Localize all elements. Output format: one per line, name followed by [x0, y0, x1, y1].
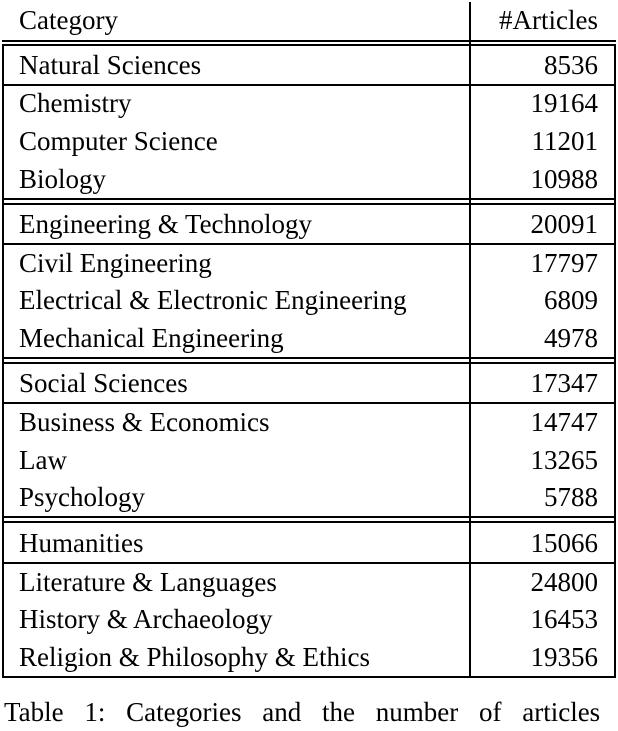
row-category: Natural Sciences [19, 50, 202, 80]
group-summary-row [0, 364, 618, 402]
rule-line [2, 562, 616, 564]
row-count: 11201 [531, 126, 598, 156]
row-category: Electrical & Electronic Engineering [19, 285, 407, 315]
row-count: 17797 [530, 248, 598, 278]
row-category: Social Sciences [19, 368, 188, 398]
table-row [0, 563, 618, 601]
table-caption: Table 1: Categories and the number of articles [4, 697, 601, 727]
row-category: Engineering & Technology [19, 209, 313, 239]
table-row [0, 281, 618, 319]
row-count: 19164 [530, 88, 598, 118]
rule-line [2, 521, 616, 523]
row-category: Computer Science [19, 126, 218, 156]
row-category: Humanities [19, 528, 144, 558]
row-count: 8536 [544, 50, 598, 80]
rule-line [2, 198, 616, 200]
rule-line [2, 84, 616, 86]
row-category: Psychology [19, 482, 146, 512]
row-count: 16453 [530, 604, 598, 634]
row-category: Civil Engineering [19, 248, 212, 278]
rule-line [614, 44, 616, 677]
group-summary-row [0, 205, 618, 243]
table-row [0, 319, 618, 357]
row-count: 4978 [544, 323, 598, 353]
rule-line [2, 357, 616, 359]
row-count: 20091 [530, 209, 598, 239]
rule-line [2, 676, 616, 678]
header-count: #Articles [499, 5, 598, 35]
rule-line [2, 243, 616, 245]
row-category: History & Archaeology [19, 604, 273, 634]
row-category: Literature & Languages [19, 567, 277, 597]
header-category: Category [19, 5, 118, 35]
row-category: Mechanical Engineering [19, 323, 284, 353]
rule-line [469, 2, 471, 677]
rule-line [2, 402, 616, 404]
table-row [0, 244, 618, 282]
table-row [0, 441, 618, 479]
table-row [0, 478, 618, 516]
rule-line [2, 44, 616, 46]
table-row [0, 638, 618, 676]
row-category: Law [19, 445, 67, 475]
table-header-row [0, 1, 618, 39]
rule-line [2, 44, 4, 677]
table-row [0, 160, 618, 198]
row-count: 17347 [530, 368, 598, 398]
rule-line [2, 362, 616, 364]
rule-line [2, 203, 616, 205]
row-count: 13265 [530, 445, 598, 475]
row-category: Religion & Philosophy & Ethics [19, 642, 371, 672]
row-category: Business & Economics [19, 407, 270, 437]
group-summary-row [0, 46, 618, 84]
rule-line [2, 40, 616, 42]
rule-line [2, 516, 616, 518]
row-count: 24800 [530, 567, 598, 597]
row-count: 10988 [530, 164, 598, 194]
row-count: 19356 [530, 642, 598, 672]
table-row [0, 403, 618, 441]
row-count: 6809 [544, 285, 598, 315]
row-category: Chemistry [19, 88, 132, 118]
group-summary-row [0, 524, 618, 562]
table-row [0, 122, 618, 160]
row-count: 5788 [544, 482, 598, 512]
row-count: 14747 [530, 407, 598, 437]
table-row [0, 600, 618, 638]
table-row [0, 84, 618, 122]
row-count: 15066 [530, 528, 598, 558]
row-category: Biology [19, 164, 107, 194]
